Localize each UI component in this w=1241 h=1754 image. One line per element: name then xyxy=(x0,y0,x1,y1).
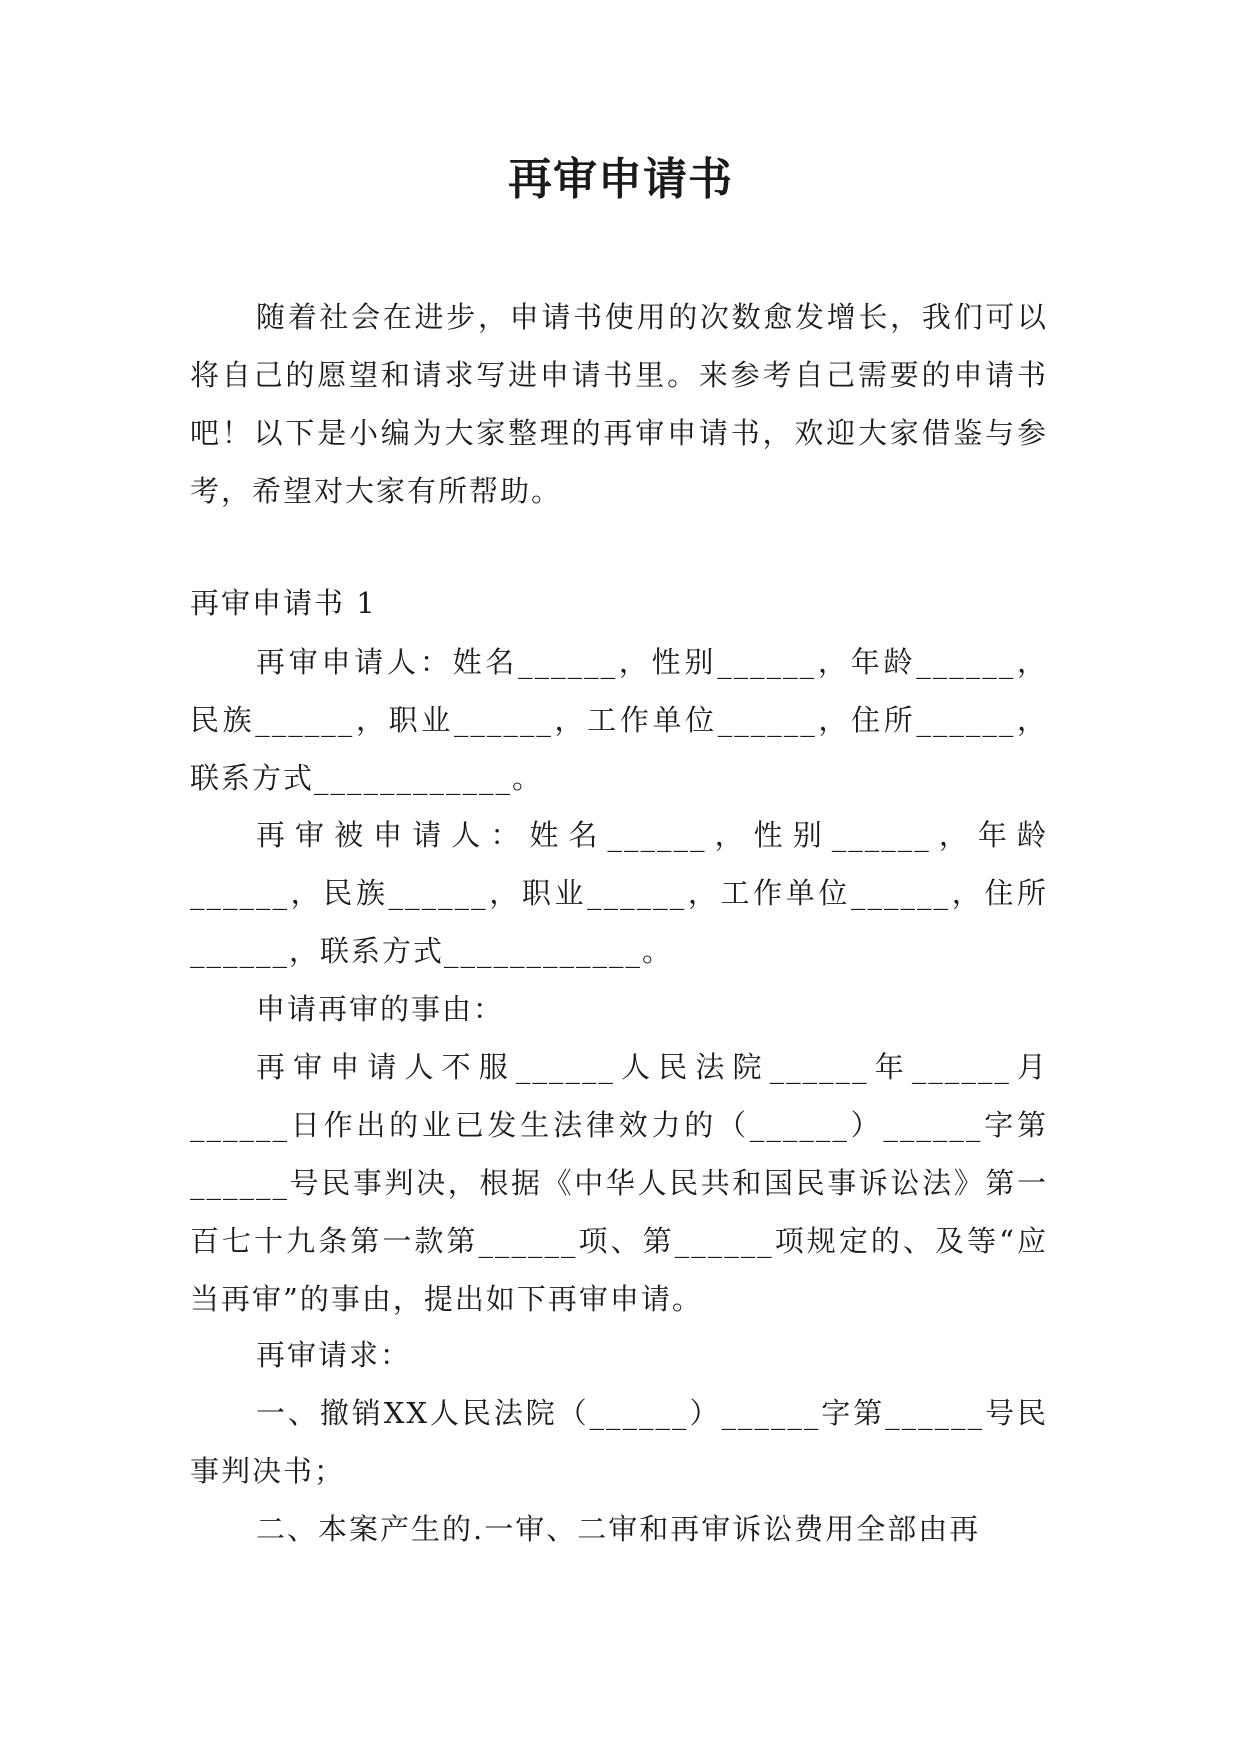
reason-label: 申请再审的事由： xyxy=(256,992,505,1026)
request-label: 再审请求： xyxy=(256,1338,412,1372)
applicant-info-paragraph: 再审申请人：姓名______，性别______，年龄______，民族______，职业______，工作单位______，住所______，联系方式____________。 xyxy=(190,645,1048,795)
intro-paragraph: 随着社会在进步，申请书使用的次数愈发增长，我们可以将自己的愿望和请求写进申请书里。来参考自己需要的申请书吧！以下是小编为大家整理的再审申请书，欢迎大家借鉴与参考，希望对大家有所帮助。 xyxy=(190,300,1048,508)
document-title: 再审申请书 xyxy=(508,154,733,205)
request-item-1: 一、撤销XX人民法院（______）______字第______号民事判决书； xyxy=(190,1396,1048,1488)
request-item-2: 二、本案产生的.一审、二审和再审诉讼费用全部由再 xyxy=(256,1512,981,1546)
section-heading: 再审申请书 1 xyxy=(190,586,377,620)
reason-paragraph: 再审申请人不服______人民法院______年______月______日作出的业已发生法律效力的（______）______字第______号民事判决，根据《中华人民共和国民事诉讼法》第一百七十九条第一款第______项、第______项规定的、及等“应当再审”的事由，提出如下再审申请。 xyxy=(190,1050,1048,1316)
respondent-info-paragraph: 再审被申请人：姓名______，性别______，年龄______，民族______，职业______，工作单位______，住所______，联系方式____________。 xyxy=(190,818,1048,968)
